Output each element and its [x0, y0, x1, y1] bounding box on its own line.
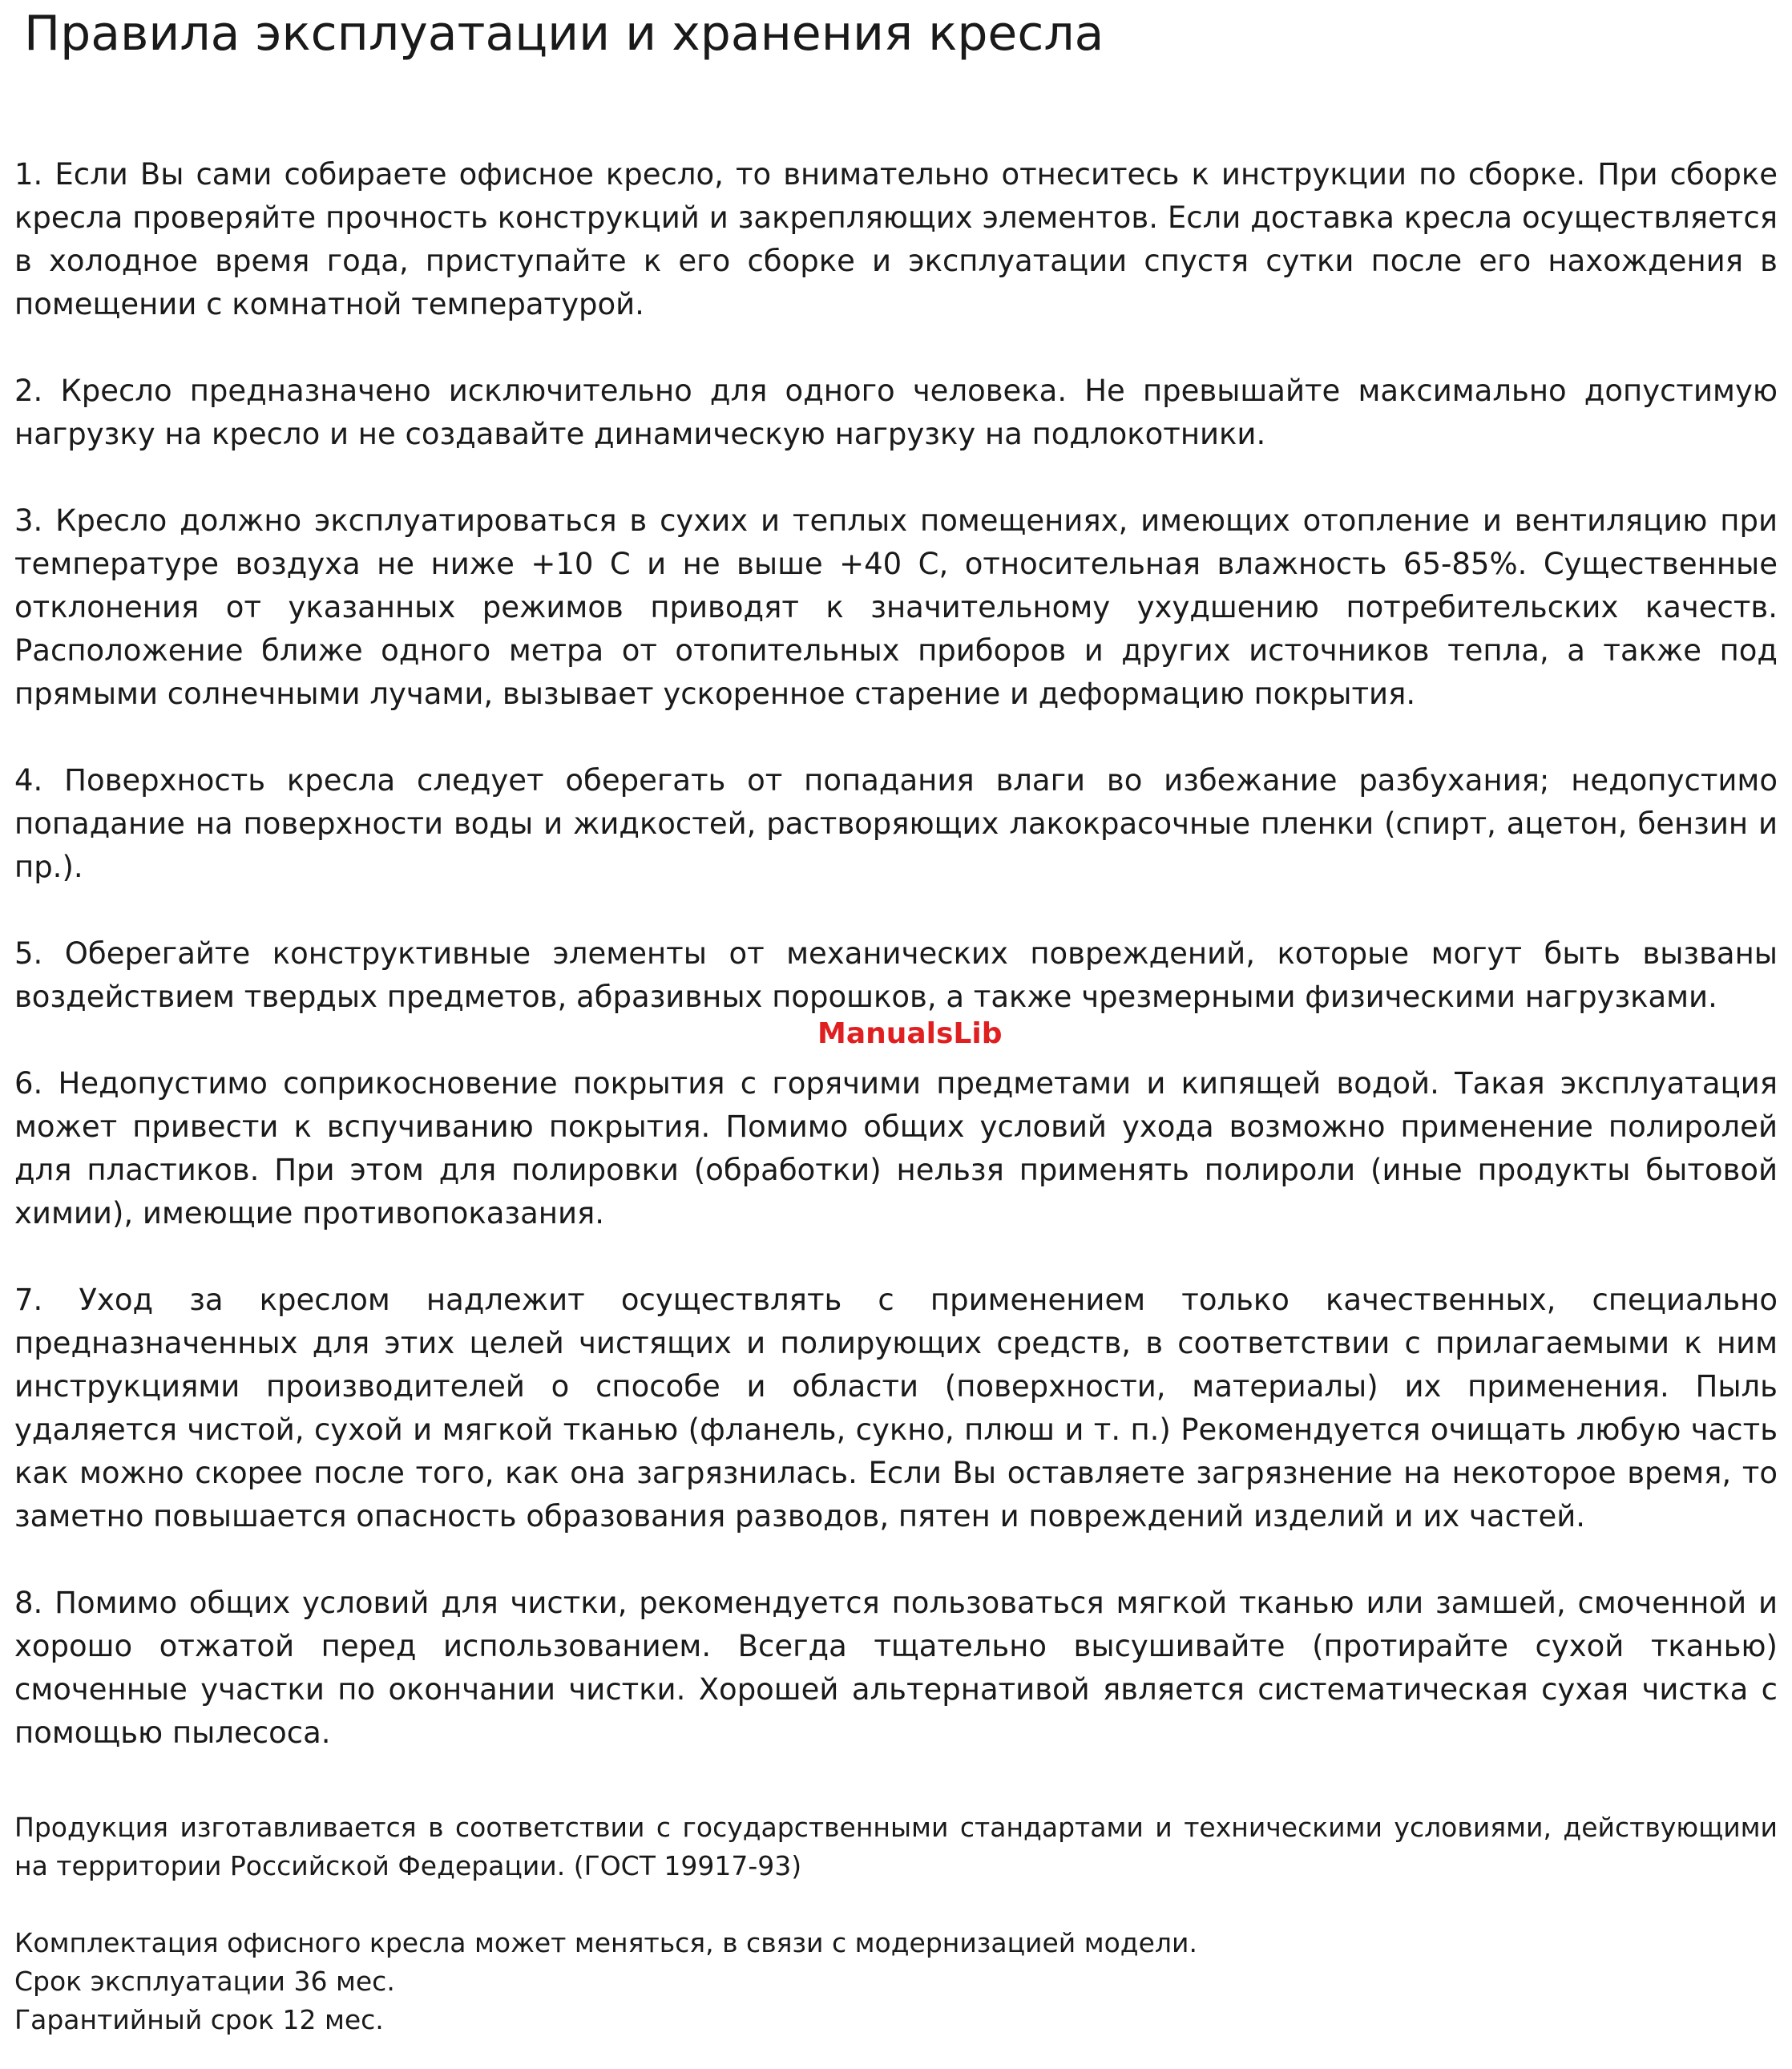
- production-standards-note: Продукция изготавливается в соответствии с государственными стандартами и техническими условиями, действующими на территории Российской Федерации. (ГОСТ 19917-93): [14, 1812, 1778, 1881]
- page-title: Правила эксплуатации и хранения кресла: [24, 6, 1104, 62]
- rule-item-7: 7. Уход за креслом надлежит осуществлять с применением только качественных, специально предназначенных для этих целей чистящих и полирующих средств, в соответствии с прилагаемыми к ним инструкциями производителей о способе и области (поверхности, материалы) их применения. Пыль удаляется чистой, сухой и мягкой тканью (фланель, сукно, плюш и т. п.) Рекомендуется очищать любую часть как можно скорее после того, как она загрязнилась. Если Вы оставляете загрязнение на некоторое время, то заметно повышается опасность образования разводов, пятен и повреждений изделий и их частей.: [14, 1283, 1778, 1534]
- configuration-note: Комплектация офисного кресла может меняться, в связи с модернизацией модели.: [14, 1927, 1197, 1958]
- rule-item-8: 8. Помимо общих условий для чистки, рекомендуется пользоваться мягкой тканью или замшей, смоченной и хорошо отжатой перед использованием. Всегда тщательно высушивайте (протирайте сухой тканью) смоченные участки по окончании чистки. Хорошей альтернативой является систематическая сухая чистка с помощью пылесоса.: [14, 1586, 1778, 1750]
- rule-item-1: 1. Если Вы сами собираете офисное кресло, то внимательно отнеситесь к инструкции по сборке. При сборке кресла проверяйте прочность конструкций и закрепляющих элементов. Если доставка кресла осуществляется в холодное время года, приступайте к его сборке и эксплуатации спустя сутки после его нахождения в помещении с комнатной температурой.: [14, 157, 1778, 321]
- rule-item-6: 6. Недопустимо соприкосновение покрытия с горячими предметами и кипящей водой. Такая эксплуатация может привести к вспучиванию покрытия. Помимо общих условий ухода возможно применение полиролей для пластиков. При этом для полировки (обработки) нельзя применять полироли (иные продукты бытовой химии), имеющие противопоказания.: [14, 1066, 1778, 1230]
- rule-item-5: 5. Оберегайте конструктивные элементы от механических повреждений, которые могут быть вызваны воздействием твердых предметов, абразивных порошков, а также чрезмерными физическими нагрузками.: [14, 936, 1778, 1014]
- rule-item-2: 2. Кресло предназначено исключительно для одного человека. Не превышайте максимально допустимую нагрузку на кресло и не создавайте динамическую нагрузку на подлокотники.: [14, 374, 1778, 451]
- rule-item-3: 3. Кресло должно эксплуатироваться в сухих и теплых помещениях, имеющих отопление и вентиляцию при температуре воздуха не ниже +10 С и не выше +40 С, относительная влажность 65-85%. Существенные отклонения от указанных режимов приводят к значительному ухудшению потребительских качеств. Расположение ближе одного метра от отопительных приборов и других источников тепла, а также под прямыми солнечными лучами, вызывает ускоренное старение и деформацию покрытия.: [14, 503, 1778, 711]
- footer-notes: [14, 1808, 1778, 2039]
- rule-item-4: 4. Поверхность кресла следует оберегать от попадания влаги во избежание разбухания; недопустимо попадание на поверхности воды и жидкостей, растворяющих лакокрасочные пленки (спирт, ацетон, бензин и пр.).: [14, 763, 1778, 884]
- service-life-note: Срок эксплуатации 36 мес.: [14, 1966, 395, 1997]
- warranty-note: Гарантийный срок 12 мес.: [14, 2004, 384, 2035]
- rules-list: [14, 153, 1778, 1798]
- watermark-logo: ManualsLib: [817, 1017, 1003, 1050]
